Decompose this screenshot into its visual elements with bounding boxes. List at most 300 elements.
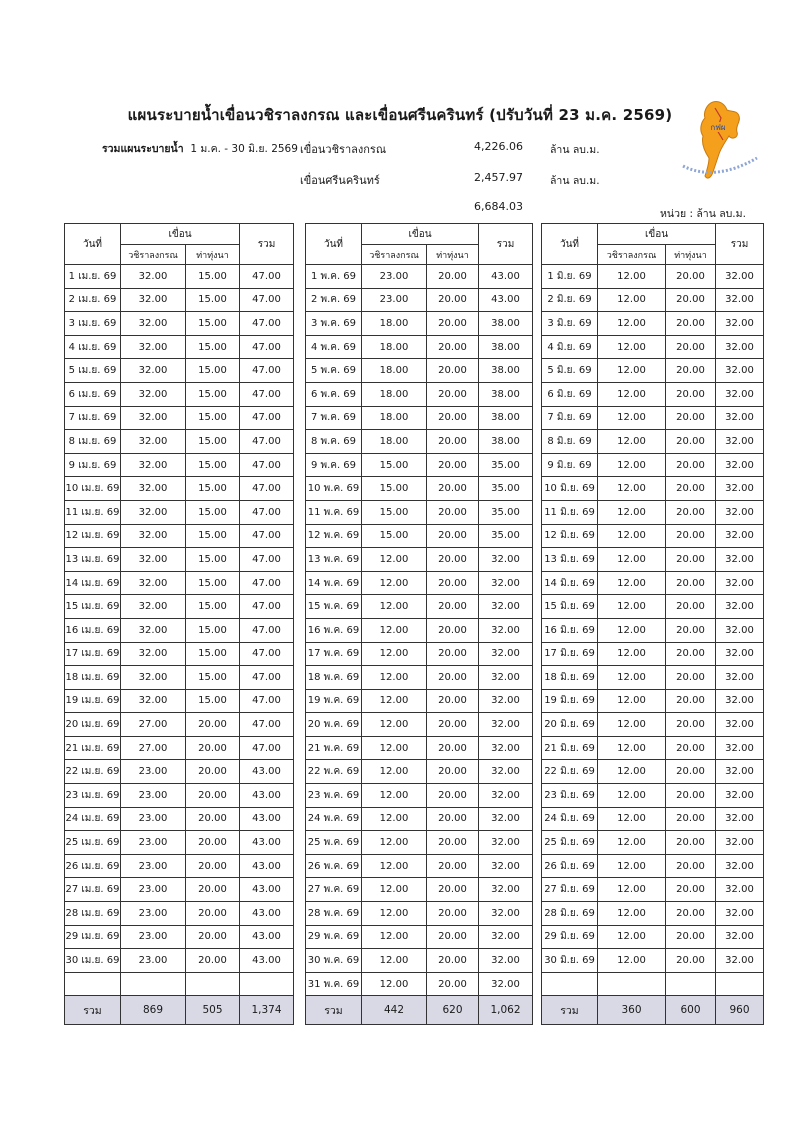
- table-row: [65, 477, 294, 501]
- vajiralongkorn-cell: 12.00: [598, 713, 666, 737]
- total-cell: 47.00: [240, 689, 294, 713]
- tha-thung-na-cell: 20.00: [186, 925, 240, 949]
- date-cell: 12 พ.ค. 69: [306, 524, 362, 548]
- vajiralongkorn-cell: 27.00: [121, 736, 186, 760]
- tha-thung-na-cell: 20.00: [666, 288, 716, 312]
- total-cell: 32.00: [716, 878, 764, 902]
- date-cell: 26 เม.ย. 69: [65, 854, 121, 878]
- vajiralongkorn-cell: 23.00: [121, 878, 186, 902]
- date-cell: 8 เม.ย. 69: [65, 430, 121, 454]
- table-row: [306, 618, 533, 642]
- total-cell: 47.00: [240, 618, 294, 642]
- table-row: [542, 335, 764, 359]
- vajiralongkorn-cell: 12.00: [598, 666, 666, 690]
- tha-thung-na-cell: 20.00: [666, 430, 716, 454]
- total-cell: 32.00: [479, 949, 533, 973]
- table-row: [542, 571, 764, 595]
- total-cell: 38.00: [479, 312, 533, 336]
- date-cell: 16 เม.ย. 69: [65, 618, 121, 642]
- date-cell: 28 พ.ค. 69: [306, 902, 362, 926]
- total-cell: 47.00: [240, 642, 294, 666]
- date-cell: 9 เม.ย. 69: [65, 453, 121, 477]
- total-cell: 32.00: [716, 595, 764, 619]
- dam-name-vajiralongkorn: เขื่อนวชิราลงกรณ: [300, 143, 387, 156]
- date-cell: 29 พ.ค. 69: [306, 925, 362, 949]
- table-row: [306, 807, 533, 831]
- tha-thung-na-cell: 15.00: [186, 477, 240, 501]
- vajiralongkorn-cell: 12.00: [598, 689, 666, 713]
- tha-thung-na-cell: 20.00: [186, 854, 240, 878]
- vajiralongkorn-cell: 12.00: [362, 571, 427, 595]
- total-cell: 47.00: [240, 288, 294, 312]
- tha-thung-na-cell: 15.00: [186, 430, 240, 454]
- table-body: [65, 265, 294, 1025]
- date-cell: 21 มิ.ย. 69: [542, 736, 598, 760]
- total-cell: 38.00: [479, 359, 533, 383]
- total-cell: 47.00: [240, 430, 294, 454]
- vajiralongkorn-cell: 32.00: [121, 548, 186, 572]
- total-label: รวม: [65, 996, 121, 1025]
- total-cell: 32.00: [716, 548, 764, 572]
- tha-thung-na-cell: 15.00: [186, 571, 240, 595]
- tha-thung-na-cell: 20.00: [427, 878, 479, 902]
- total-sum: 960: [716, 996, 764, 1025]
- date-cell: 30 เม.ย. 69: [65, 949, 121, 973]
- total-cell: 32.00: [716, 406, 764, 430]
- date-cell: 22 เม.ย. 69: [65, 760, 121, 784]
- tha-thung-na-cell: 20.00: [427, 477, 479, 501]
- table-row: [306, 265, 533, 289]
- vajiralongkorn-cell: 12.00: [598, 878, 666, 902]
- total-cell: 32.00: [716, 736, 764, 760]
- tha-thung-na-cell: 20.00: [666, 453, 716, 477]
- total-cell: 32.00: [479, 807, 533, 831]
- vajiralongkorn-cell: 32.00: [121, 571, 186, 595]
- total-row: [306, 996, 533, 1025]
- date-cell: 20 พ.ค. 69: [306, 713, 362, 737]
- tha-thung-na-cell: 20.00: [427, 548, 479, 572]
- vajiralongkorn-cell: 12.00: [598, 477, 666, 501]
- table-row: [306, 571, 533, 595]
- total-cell: 32.00: [716, 713, 764, 737]
- vajiralongkorn-cell: 12.00: [362, 642, 427, 666]
- date-cell: 13 พ.ค. 69: [306, 548, 362, 572]
- total-cell: 32.00: [479, 571, 533, 595]
- vajiralongkorn-cell: 12.00: [362, 736, 427, 760]
- total-cell: 43.00: [240, 831, 294, 855]
- table-row: [306, 335, 533, 359]
- tha-thung-na-cell: 20.00: [427, 807, 479, 831]
- tha-thung-na-cell: 15.00: [186, 406, 240, 430]
- vajiralongkorn-cell: 23.00: [121, 784, 186, 808]
- total-cell: 32.00: [479, 784, 533, 808]
- tha-thung-na-cell: 20.00: [427, 312, 479, 336]
- table-row: [306, 902, 533, 926]
- table-row: [542, 713, 764, 737]
- tha-thung-na-cell: 20.00: [666, 949, 716, 973]
- vajiralongkorn-cell: 12.00: [598, 265, 666, 289]
- table-row: [65, 784, 294, 808]
- vajiralongkorn-cell: 15.00: [362, 500, 427, 524]
- table-row: [306, 925, 533, 949]
- table-row: [65, 854, 294, 878]
- table-row: [65, 878, 294, 902]
- thailand-map-logo-icon: [675, 96, 765, 186]
- vajiralongkorn-cell: 32.00: [121, 595, 186, 619]
- tha-thung-na-cell: 20.00: [186, 949, 240, 973]
- table-row: [306, 642, 533, 666]
- date-cell: 25 พ.ค. 69: [306, 831, 362, 855]
- table-row: [306, 831, 533, 855]
- tha-thung-na-cell: 15.00: [186, 335, 240, 359]
- vajiralongkorn-cell: 12.00: [362, 972, 427, 996]
- vajiralongkorn-cell: 32.00: [121, 642, 186, 666]
- table-row: [65, 571, 294, 595]
- total-cell: 32.00: [716, 784, 764, 808]
- vajiralongkorn-cell: 18.00: [362, 335, 427, 359]
- table-row: [65, 925, 294, 949]
- vajiralongkorn-cell: 23.00: [362, 288, 427, 312]
- tha-thung-na-cell: 20.00: [666, 406, 716, 430]
- dam-unit-vajiralongkorn: ล้าน ลบ.ม.: [550, 144, 600, 156]
- header-tha-thung-na: ท่าทุ่งนา: [427, 245, 479, 265]
- dam-name-srinagarind: เขื่อนศรีนครินทร์: [300, 174, 380, 187]
- date-cell: 5 พ.ค. 69: [306, 359, 362, 383]
- total-cell: 32.00: [479, 666, 533, 690]
- total-label: รวม: [306, 996, 362, 1025]
- date-cell: 18 มิ.ย. 69: [542, 666, 598, 690]
- tha-thung-na-cell: 20.00: [427, 949, 479, 973]
- vajiralongkorn-cell: 32.00: [121, 312, 186, 336]
- vajiralongkorn-cell: 12.00: [362, 949, 427, 973]
- tha-thung-na-cell: 15.00: [186, 500, 240, 524]
- total-cell: 32.00: [479, 595, 533, 619]
- tha-thung-na-cell: 20.00: [427, 618, 479, 642]
- tha-thung-na-cell: 20.00: [666, 902, 716, 926]
- vajiralongkorn-cell: 12.00: [362, 713, 427, 737]
- table-row: [542, 642, 764, 666]
- table-row: [306, 713, 533, 737]
- date-cell: 9 มิ.ย. 69: [542, 453, 598, 477]
- tha-thung-na-cell: 20.00: [427, 335, 479, 359]
- vajiralongkorn-cell: 12.00: [598, 618, 666, 642]
- total-vajiralongkorn: 869: [121, 996, 186, 1025]
- vajiralongkorn-cell: 12.00: [598, 784, 666, 808]
- date-cell: 3 มิ.ย. 69: [542, 312, 598, 336]
- vajiralongkorn-cell: 23.00: [121, 925, 186, 949]
- total-label: รวม: [542, 996, 598, 1025]
- total-cell: 32.00: [716, 335, 764, 359]
- date-cell: 5 เม.ย. 69: [65, 359, 121, 383]
- vajiralongkorn-cell: 12.00: [598, 335, 666, 359]
- vajiralongkorn-cell: 32.00: [121, 453, 186, 477]
- date-cell: [65, 972, 121, 996]
- vajiralongkorn-cell: 12.00: [598, 500, 666, 524]
- table-row: [542, 382, 764, 406]
- vajiralongkorn-cell: 18.00: [362, 312, 427, 336]
- tha-thung-na-cell: 15.00: [186, 453, 240, 477]
- table-row: [542, 902, 764, 926]
- summary-period: 1 ม.ค. - 30 มิ.ย. 2569: [190, 143, 298, 155]
- table-row: [306, 406, 533, 430]
- total-cell: 32.00: [479, 760, 533, 784]
- vajiralongkorn-cell: 12.00: [362, 831, 427, 855]
- date-cell: 27 มิ.ย. 69: [542, 878, 598, 902]
- total-cell: 35.00: [479, 524, 533, 548]
- total-cell: 47.00: [240, 477, 294, 501]
- tha-thung-na-cell: [666, 972, 716, 996]
- logo-text: กฟผ: [710, 123, 726, 132]
- vajiralongkorn-cell: 23.00: [121, 760, 186, 784]
- tha-thung-na-cell: 20.00: [427, 666, 479, 690]
- table-row: [306, 548, 533, 572]
- header-total: รวม: [716, 224, 764, 265]
- total-row: [65, 996, 294, 1025]
- header-tha-thung-na: ท่าทุ่งนา: [186, 245, 240, 265]
- table-row: [542, 949, 764, 973]
- tha-thung-na-cell: 20.00: [427, 736, 479, 760]
- tha-thung-na-cell: 20.00: [666, 595, 716, 619]
- tha-thung-na-cell: 15.00: [186, 666, 240, 690]
- total-cell: 35.00: [479, 477, 533, 501]
- tha-thung-na-cell: 20.00: [666, 618, 716, 642]
- date-cell: 14 เม.ย. 69: [65, 571, 121, 595]
- total-cell: 47.00: [240, 524, 294, 548]
- tha-thung-na-cell: 20.00: [666, 642, 716, 666]
- vajiralongkorn-cell: 12.00: [362, 666, 427, 690]
- date-cell: 29 มิ.ย. 69: [542, 925, 598, 949]
- vajiralongkorn-cell: 23.00: [362, 265, 427, 289]
- table-row: [306, 784, 533, 808]
- total-cell: 43.00: [240, 949, 294, 973]
- tha-thung-na-cell: 20.00: [427, 854, 479, 878]
- table-row: [306, 736, 533, 760]
- date-cell: 3 พ.ค. 69: [306, 312, 362, 336]
- table-row: [542, 666, 764, 690]
- date-cell: 30 พ.ค. 69: [306, 949, 362, 973]
- tha-thung-na-cell: 20.00: [427, 406, 479, 430]
- tha-thung-na-cell: 20.00: [666, 500, 716, 524]
- vajiralongkorn-cell: 18.00: [362, 406, 427, 430]
- total-cell: 32.00: [479, 548, 533, 572]
- table-row: [65, 453, 294, 477]
- date-cell: 15 เม.ย. 69: [65, 595, 121, 619]
- table-row: [306, 359, 533, 383]
- total-cell: 32.00: [479, 618, 533, 642]
- vajiralongkorn-cell: 32.00: [121, 335, 186, 359]
- total-cell: 32.00: [716, 689, 764, 713]
- summary-label-text: รวมแผนระบายน้ำ: [102, 143, 184, 155]
- total-tha-thung-na: 600: [666, 996, 716, 1025]
- vajiralongkorn-cell: 12.00: [598, 359, 666, 383]
- date-cell: 30 มิ.ย. 69: [542, 949, 598, 973]
- vajiralongkorn-cell: 12.00: [362, 760, 427, 784]
- date-cell: 10 เม.ย. 69: [65, 477, 121, 501]
- vajiralongkorn-cell: 12.00: [598, 807, 666, 831]
- dam-value-srinagarind: 2,457.97: [474, 171, 523, 184]
- tha-thung-na-cell: 20.00: [427, 784, 479, 808]
- vajiralongkorn-cell: 12.00: [362, 689, 427, 713]
- vajiralongkorn-cell: 12.00: [362, 807, 427, 831]
- total-vajiralongkorn: 442: [362, 996, 427, 1025]
- vajiralongkorn-cell: [598, 972, 666, 996]
- date-cell: 1 พ.ค. 69: [306, 265, 362, 289]
- table-row: [542, 595, 764, 619]
- tha-thung-na-cell: 20.00: [666, 831, 716, 855]
- date-cell: 4 มิ.ย. 69: [542, 335, 598, 359]
- date-cell: 21 เม.ย. 69: [65, 736, 121, 760]
- vajiralongkorn-cell: 12.00: [598, 571, 666, 595]
- tha-thung-na-cell: 15.00: [186, 595, 240, 619]
- date-cell: 24 มิ.ย. 69: [542, 807, 598, 831]
- table-row: [65, 760, 294, 784]
- vajiralongkorn-cell: 32.00: [121, 666, 186, 690]
- date-cell: 4 พ.ค. 69: [306, 335, 362, 359]
- date-cell: 5 มิ.ย. 69: [542, 359, 598, 383]
- table-row: [65, 618, 294, 642]
- total-cell: 47.00: [240, 713, 294, 737]
- table-row: [306, 689, 533, 713]
- total-cell: 43.00: [240, 760, 294, 784]
- table-row: [542, 760, 764, 784]
- date-cell: 6 เม.ย. 69: [65, 382, 121, 406]
- table-row: [65, 807, 294, 831]
- tha-thung-na-cell: 20.00: [666, 666, 716, 690]
- table-body: [306, 265, 533, 1025]
- tha-thung-na-cell: 20.00: [666, 689, 716, 713]
- table-row: [65, 642, 294, 666]
- vajiralongkorn-cell: 12.00: [598, 595, 666, 619]
- total-cell: 32.00: [716, 288, 764, 312]
- header-total: รวม: [240, 224, 294, 265]
- date-cell: 10 พ.ค. 69: [306, 477, 362, 501]
- date-cell: 22 พ.ค. 69: [306, 760, 362, 784]
- total-cell: 32.00: [716, 925, 764, 949]
- date-cell: 27 เม.ย. 69: [65, 878, 121, 902]
- vajiralongkorn-cell: 12.00: [598, 902, 666, 926]
- tha-thung-na-cell: 20.00: [666, 382, 716, 406]
- table-row: [65, 689, 294, 713]
- table-row: [65, 288, 294, 312]
- vajiralongkorn-cell: [121, 972, 186, 996]
- tha-thung-na-cell: 15.00: [186, 265, 240, 289]
- table-row: [306, 288, 533, 312]
- total-cell: 47.00: [240, 736, 294, 760]
- table-row: [542, 854, 764, 878]
- table-row: [306, 854, 533, 878]
- total-cell: 32.00: [479, 902, 533, 926]
- header-date: วันที่: [542, 224, 598, 265]
- table-row: [65, 500, 294, 524]
- total-cell: 32.00: [479, 642, 533, 666]
- date-cell: 26 พ.ค. 69: [306, 854, 362, 878]
- tha-thung-na-cell: 20.00: [186, 784, 240, 808]
- vajiralongkorn-cell: 32.00: [121, 359, 186, 383]
- table-row: [306, 760, 533, 784]
- date-cell: 29 เม.ย. 69: [65, 925, 121, 949]
- grand-total: 6,684.03: [474, 200, 523, 213]
- total-cell: 43.00: [240, 807, 294, 831]
- table-row: [306, 595, 533, 619]
- total-cell: [716, 972, 764, 996]
- vajiralongkorn-cell: 12.00: [598, 548, 666, 572]
- dam-value-vajiralongkorn: 4,226.06: [474, 140, 523, 153]
- vajiralongkorn-cell: 18.00: [362, 430, 427, 454]
- total-cell: 32.00: [716, 382, 764, 406]
- table-row: [306, 477, 533, 501]
- vajiralongkorn-cell: 12.00: [598, 736, 666, 760]
- total-tha-thung-na: 620: [427, 996, 479, 1025]
- total-cell: 38.00: [479, 335, 533, 359]
- date-cell: 24 เม.ย. 69: [65, 807, 121, 831]
- tha-thung-na-cell: 20.00: [666, 807, 716, 831]
- total-cell: 38.00: [479, 382, 533, 406]
- header-total: รวม: [479, 224, 533, 265]
- date-cell: 2 เม.ย. 69: [65, 288, 121, 312]
- header-tha-thung-na: ท่าทุ่งนา: [666, 245, 716, 265]
- total-cell: 32.00: [479, 831, 533, 855]
- date-cell: 27 พ.ค. 69: [306, 878, 362, 902]
- total-cell: 32.00: [716, 524, 764, 548]
- total-cell: 32.00: [716, 571, 764, 595]
- tha-thung-na-cell: 15.00: [186, 288, 240, 312]
- total-cell: 32.00: [716, 831, 764, 855]
- vajiralongkorn-cell: 12.00: [598, 949, 666, 973]
- tha-thung-na-cell: 20.00: [427, 642, 479, 666]
- table-row: [542, 500, 764, 524]
- total-cell: 32.00: [479, 878, 533, 902]
- total-cell: 32.00: [716, 430, 764, 454]
- table-row: [542, 406, 764, 430]
- date-cell: 18 พ.ค. 69: [306, 666, 362, 690]
- header-dam: เขื่อน: [598, 224, 716, 245]
- total-sum: 1,374: [240, 996, 294, 1025]
- total-cell: 32.00: [479, 689, 533, 713]
- total-cell: 43.00: [240, 878, 294, 902]
- table-row: [306, 500, 533, 524]
- table-row: [306, 382, 533, 406]
- vajiralongkorn-cell: 12.00: [362, 784, 427, 808]
- date-cell: 19 เม.ย. 69: [65, 689, 121, 713]
- date-cell: 1 มิ.ย. 69: [542, 265, 598, 289]
- table-row: [306, 972, 533, 996]
- total-cell: 32.00: [479, 972, 533, 996]
- table-row: [542, 312, 764, 336]
- date-cell: 11 พ.ค. 69: [306, 500, 362, 524]
- vajiralongkorn-cell: 12.00: [362, 854, 427, 878]
- table-row: [542, 807, 764, 831]
- tha-thung-na-cell: 20.00: [186, 831, 240, 855]
- tha-thung-na-cell: 20.00: [666, 548, 716, 572]
- vajiralongkorn-cell: 12.00: [598, 524, 666, 548]
- total-cell: 47.00: [240, 335, 294, 359]
- total-cell: 32.00: [479, 713, 533, 737]
- date-cell: 19 มิ.ย. 69: [542, 689, 598, 713]
- tha-thung-na-cell: 20.00: [427, 760, 479, 784]
- date-cell: 31 พ.ค. 69: [306, 972, 362, 996]
- vajiralongkorn-cell: 23.00: [121, 807, 186, 831]
- table-row: [542, 784, 764, 808]
- date-cell: 19 พ.ค. 69: [306, 689, 362, 713]
- table-row: [542, 477, 764, 501]
- vajiralongkorn-cell: 32.00: [121, 406, 186, 430]
- summary-label: [102, 140, 298, 157]
- table-row: [306, 666, 533, 690]
- vajiralongkorn-cell: 32.00: [121, 430, 186, 454]
- total-cell: 43.00: [240, 784, 294, 808]
- total-cell: 32.00: [716, 312, 764, 336]
- total-cell: 43.00: [240, 902, 294, 926]
